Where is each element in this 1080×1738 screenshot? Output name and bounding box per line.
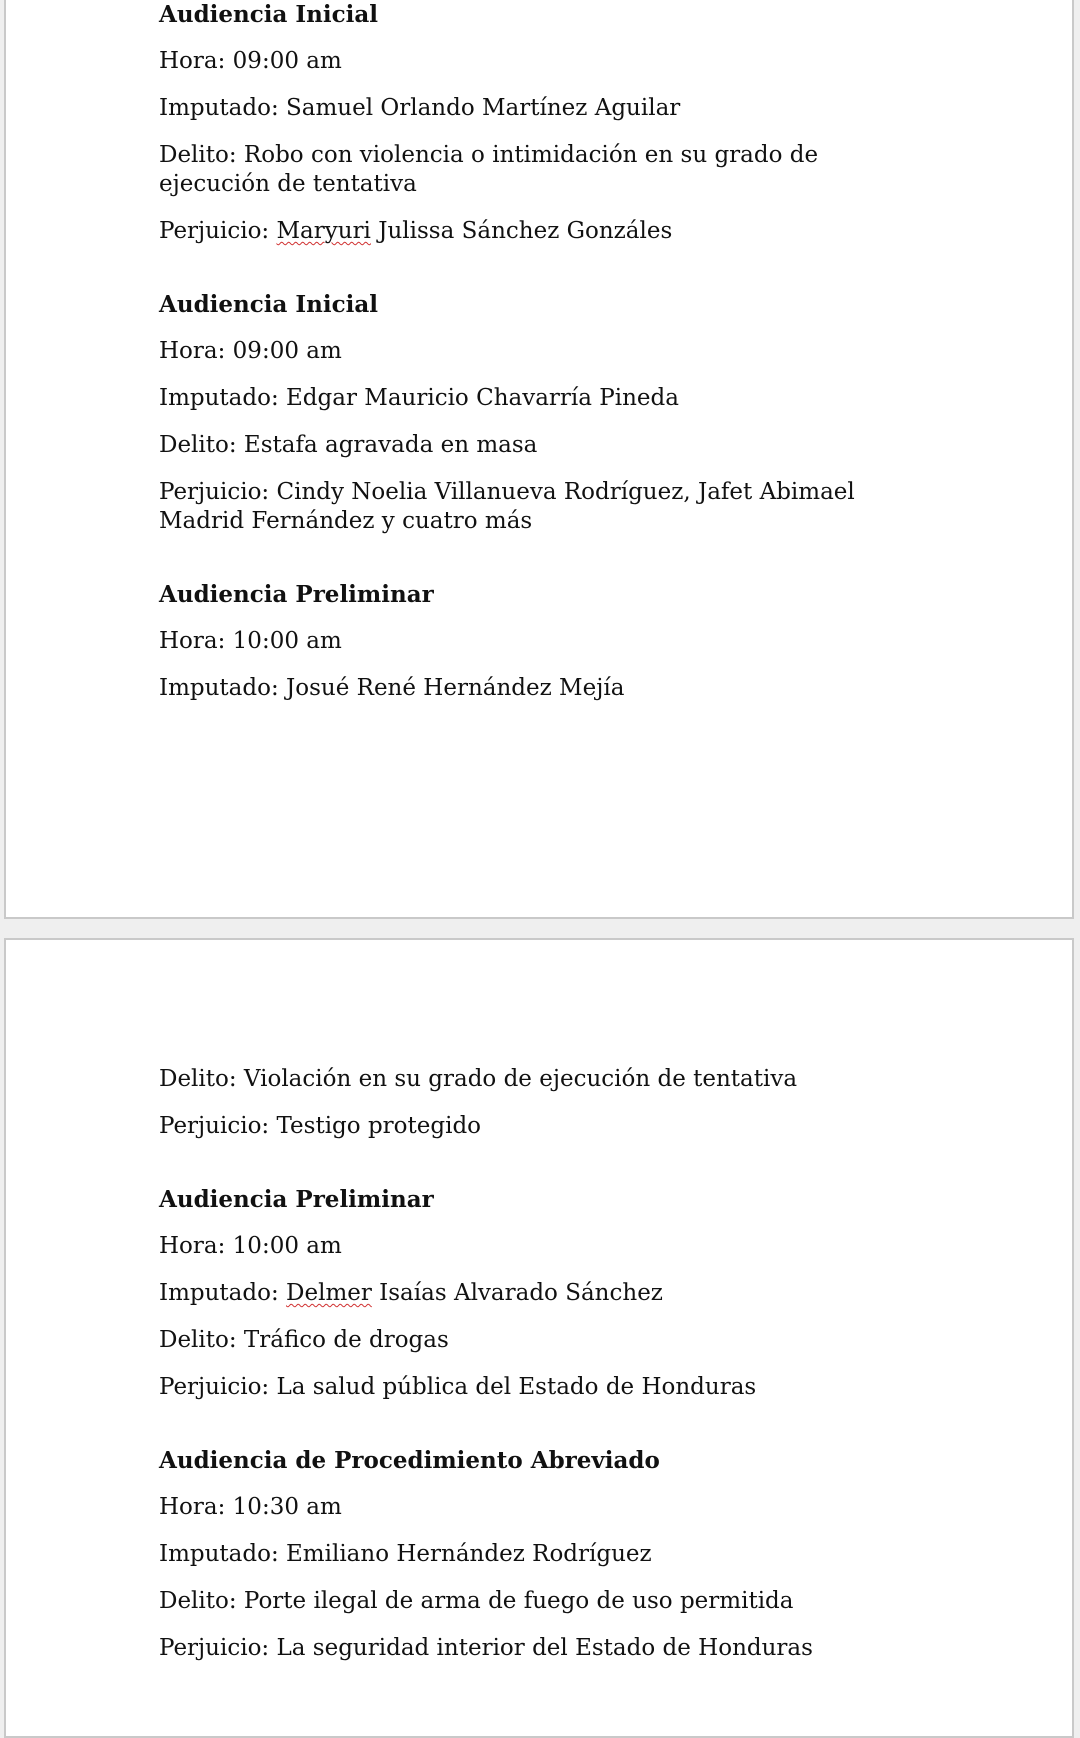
hearing-title: Audiencia Preliminar bbox=[159, 1186, 434, 1213]
hearing-time: Hora: 09:00 am bbox=[159, 338, 342, 364]
hearing-time: Hora: 10:00 am bbox=[159, 628, 342, 654]
spellcheck-flagged-word[interactable]: Delmer bbox=[286, 1280, 372, 1306]
hearing-title: Audiencia de Procedimiento Abreviado bbox=[159, 1447, 660, 1474]
spellcheck-flagged-word[interactable]: Maryuri bbox=[276, 218, 371, 244]
hearing-time: Hora: 09:00 am bbox=[159, 48, 342, 74]
hearing-accused: Imputado: Samuel Orlando Martínez Aguilar bbox=[159, 95, 681, 121]
hearing-title: Audiencia Inicial bbox=[159, 291, 378, 318]
hearing-time: Hora: 10:30 am bbox=[159, 1494, 342, 1520]
hearing-block bbox=[159, 0, 932, 246]
hearing-accused bbox=[159, 1279, 932, 1308]
hearing-offense: Delito: Robo con violencia o intimidación en su grado de ejecución de tentativa bbox=[159, 142, 819, 197]
hearing-offense: Delito: Porte ilegal de arma de fuego de uso permitida bbox=[159, 1588, 794, 1614]
hearing-victim: Perjuicio: Cindy Noelia Villanueva Rodríguez, Jafet Abimael Madrid Fernández y cuatro más bbox=[159, 479, 855, 534]
hearing-continuation bbox=[159, 1065, 932, 1141]
hearing-block bbox=[159, 1185, 932, 1402]
hearing-accused: Imputado: Edgar Mauricio Chavarría Pineda bbox=[159, 385, 679, 411]
hearing-offense: Delito: Estafa agravada en masa bbox=[159, 432, 538, 458]
accused-rest: Isaías Alvarado Sánchez bbox=[371, 1280, 663, 1306]
hearing-offense: Delito: Tráfico de drogas bbox=[159, 1327, 449, 1353]
victim-prefix: Perjuicio: bbox=[159, 218, 277, 244]
hearing-victim: Perjuicio: Testigo protegido bbox=[159, 1113, 482, 1139]
page-2-content bbox=[159, 1065, 932, 1707]
hearing-victim: Perjuicio: La salud pública del Estado de Honduras bbox=[159, 1374, 757, 1400]
hearing-accused: Imputado: Josué René Hernández Mejía bbox=[159, 675, 625, 701]
page-1-content bbox=[159, 0, 932, 747]
hearing-block bbox=[159, 580, 932, 703]
hearing-title: Audiencia Inicial bbox=[159, 1, 378, 28]
hearing-victim: Perjuicio: La seguridad interior del Estado de Honduras bbox=[159, 1635, 813, 1661]
hearing-accused: Imputado: Emiliano Hernández Rodríguez bbox=[159, 1541, 652, 1567]
hearing-victim bbox=[159, 217, 932, 246]
hearing-offense: Delito: Violación en su grado de ejecución de tentativa bbox=[159, 1066, 798, 1092]
victim-rest: Julissa Sánchez Gonzáles bbox=[370, 218, 673, 244]
hearing-block bbox=[159, 1446, 932, 1663]
hearing-time: Hora: 10:00 am bbox=[159, 1233, 342, 1259]
document-page-2 bbox=[4, 938, 1074, 1738]
accused-prefix: Imputado: bbox=[159, 1280, 287, 1306]
hearing-title: Audiencia Preliminar bbox=[159, 581, 434, 608]
document-page-1 bbox=[4, 0, 1074, 919]
hearing-block bbox=[159, 290, 932, 536]
